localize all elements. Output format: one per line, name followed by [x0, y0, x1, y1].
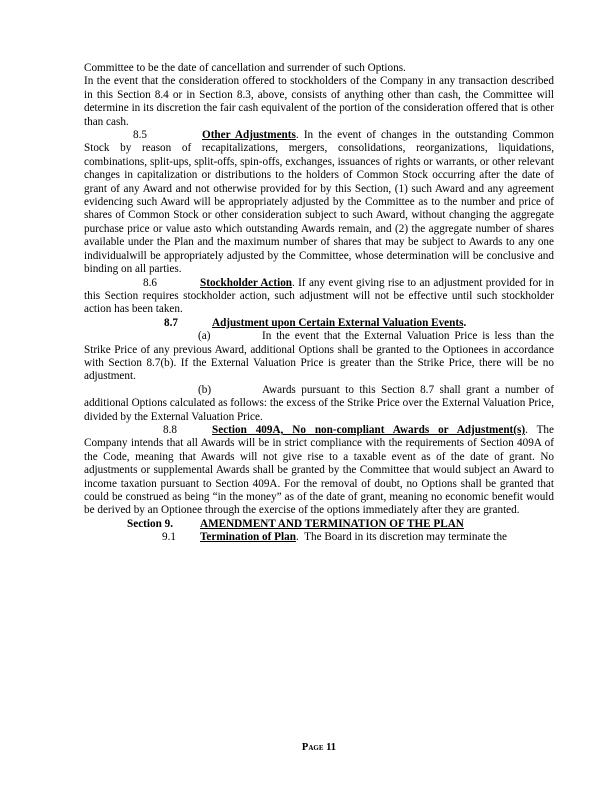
- page-footer: [84, 742, 554, 754]
- section-number: 8.8: [163, 423, 177, 436]
- section-number: 8.6: [143, 276, 157, 289]
- separator: .: [463, 316, 467, 329]
- section-body: If any event giving rise to an adjustment provided for in this Section requires stockholder action, such adjustment will not be effective until such stockholder action has been taken.: [84, 276, 555, 316]
- article-heading: AMENDMENT AND TERMINATION OF THE PLAN: [200, 517, 464, 530]
- subsection-label: (a): [198, 330, 211, 343]
- section-body: The Board in its discretion may terminate the: [304, 531, 508, 544]
- section-number: 8.7: [164, 316, 178, 329]
- subsection-a: [84, 330, 554, 384]
- separator: .: [525, 423, 537, 436]
- page-number: Page 11: [301, 742, 337, 753]
- subsection-body: Awards pursuant to this Section 8.7 shall grant a number of additional Options calculated as follows: the excess of the Strike Price over the External Valuation Price, divided by the External Valuation Price.: [84, 383, 554, 423]
- paragraph-continuation: Committee to be the date of cancellation and surrender of such Options.: [84, 62, 406, 74]
- section-heading: Adjustment upon Certain External Valuation Events: [212, 316, 464, 329]
- separator: .: [295, 129, 304, 142]
- section-number: 8.5: [133, 129, 147, 142]
- section-heading: Stockholder Action: [200, 276, 293, 289]
- section-8-6: [84, 277, 554, 317]
- section-8-5: [84, 129, 554, 276]
- section-9-1: [84, 531, 554, 544]
- section-heading: Termination of Plan: [200, 531, 296, 544]
- paragraph-intro: In the event that the consideration offered to stockholders of the Company in any transaction described in this Section 8.4 or in Section 8.3, above, consists of anything other than cash, the Committee will determine in its discretion the fair cash equivalent of the portion of the consideration offered that is other than cash.: [84, 75, 554, 128]
- article-9-title: [84, 518, 554, 531]
- subsection-body: In the event that the External Valuation Price is less than the Strike Price of any previous Award, additional Options shall be granted to the Optionees in accordance with Section 8.7(b). If the External Valuation Price is greater than the Strike Price, there will be no adjustment.: [84, 330, 554, 383]
- section-body: The Company intends that all Awards will be in strict compliance with the requirements of Section 409A of the Code, meaning that Awards will not give rise to a taxable event as of the date of grant. No adjustments or supplemental Awards shall be granted by the Committee that would subject an Award to income taxation pursuant to Section 409A. For the removal of doubt, no Options shall be granted that could be construed as being “in the money” as of the date of grant, meaning no economic benefit would be derived by an Optionee through the exercise of the options immediately after they are granted.: [84, 423, 554, 517]
- section-8-8: [84, 424, 554, 518]
- separator: .: [292, 276, 299, 289]
- subsection-label: (b): [198, 383, 212, 396]
- section-heading: Section 409A, No non-compliant Awards or Adjustment(s): [212, 423, 526, 436]
- section-heading: Other Adjustments: [202, 129, 296, 142]
- article-number: Section 9.: [127, 517, 173, 530]
- document-body: [84, 62, 554, 545]
- section-8-7-title: [84, 317, 554, 330]
- separator: .: [295, 531, 305, 544]
- subsection-b: [84, 384, 554, 424]
- section-body: In the event of changes in the outstanding Common Stock by reason of recapitalizations, mergers, consolidations, reorganizations, liquidations, combinations, split-ups, split-offs, spin-offs, exchanges, issuances of rights or warrants, or other relevant changes in capitalization or distributions to the holders of Common Stock occurring after the date of grant of any Award and not otherwise provided for by this Section, (1) such Award and any agreement evidencing such Award will be appropriately adjusted by the Committee as to the number and price of shares of Common Stock or other consideration subject to such Award, without changing the aggregate purchase price or value asto which outstanding Awards remain, and (2) the aggregate number of shares available under the Plan and the maximum number of shares that may be subject to Awards to any one individualwill be appropriately adjusted by the Committee, whose determination will be conclusive and binding on all parties.: [84, 129, 554, 276]
- section-number: 9.1: [162, 531, 176, 544]
